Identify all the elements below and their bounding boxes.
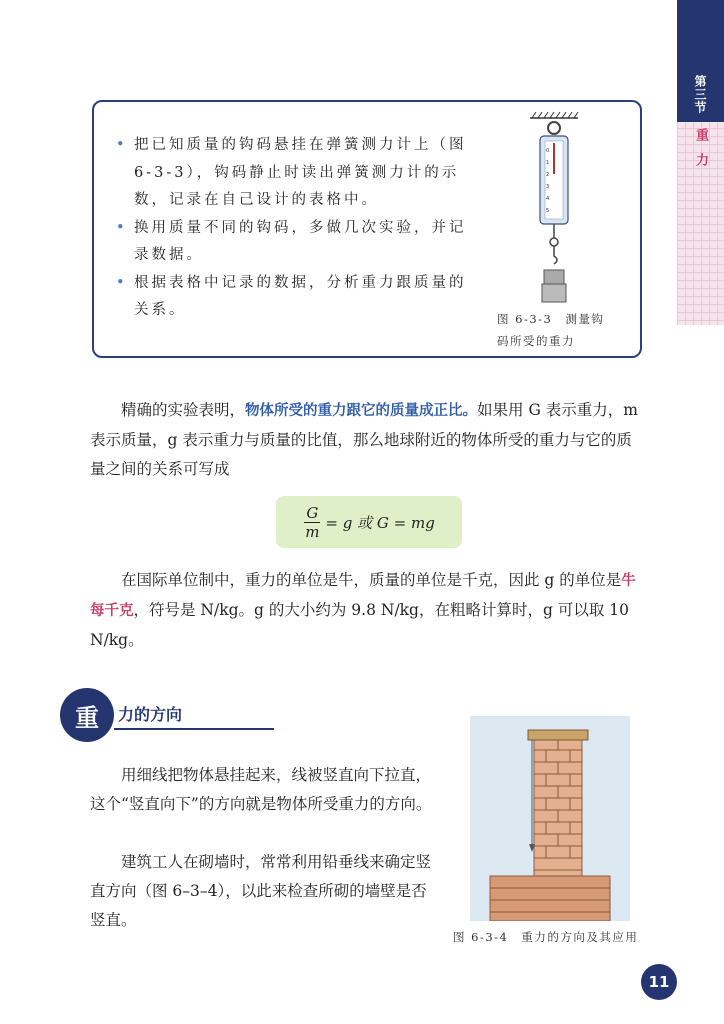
- activity-step: • 根据表格中记录的数据，分析重力跟质量的关系。: [116, 270, 476, 325]
- scale-tick-label: 0: [546, 148, 550, 154]
- scale-tick-label: 5: [546, 208, 550, 214]
- paragraph-proportional: [90, 396, 646, 484]
- fraction-denominator: m: [305, 522, 320, 541]
- heading-badge: 重: [60, 688, 114, 742]
- brick-wall-plumb-illustration: [470, 716, 630, 921]
- activity-step: • 换用质量不同的钩码，多做几次实验，并记录数据。: [116, 215, 476, 270]
- activity-step: • 把已知质量的钩码悬挂在弹簧测力计上（图6-3-3），钩码静止时读出弹簧测力计的示数，记录在自己设计的表格中。: [116, 132, 476, 215]
- fraction: [303, 504, 321, 541]
- text: 如果用 G 表示重力，m 表示质量，g 表示重力与质量的比值，那么地球附近的物体所受的重力与它的质量之间的关系可写成: [90, 401, 638, 478]
- figure-caption-line: 码所受的重力: [497, 334, 575, 348]
- section-label: [677, 0, 724, 122]
- section-heading: [60, 688, 220, 742]
- key-statement: 物体所受的重力跟它的质量成正比。: [245, 403, 478, 419]
- scale-tick-label: 4: [546, 196, 550, 202]
- text: ，符号是 N/kg。g 的大小约为 9.8 N/kg，在粗略计算时，g 可以取 10 N/kg。: [90, 601, 629, 649]
- paragraph-plumb-line: 建筑工人在砌墙时，常常利用铅垂线来确定竖直方向（图 6–3–4），以此来检查所砌的墙壁是否竖直。: [90, 853, 432, 929]
- activity-steps: [116, 132, 476, 325]
- chapter-side-tab: [677, 0, 724, 325]
- figure-caption-6-3-3: [497, 308, 604, 352]
- paragraph-units: [90, 566, 646, 655]
- heading-rule: [114, 728, 274, 730]
- paragraph-gravity-direction: 用细线把物体悬挂起来，线被竖直向下拉直，这个“竖直向下”的方向就是物体所受重力的方向。: [90, 766, 432, 813]
- spring-scale-illustration: [520, 110, 590, 310]
- figure-caption-line: 图 6-3-3 测量钩: [497, 312, 605, 326]
- formula-rest: = g 或 G = mg: [325, 513, 435, 532]
- scale-tick-label: 3: [546, 184, 550, 190]
- unit-highlight: 牛每千克: [90, 573, 636, 619]
- text: 在国际单位制中，重力的单位是牛，质量的单位是千克，因此 g 的单位是: [121, 571, 622, 589]
- page-number: 11: [641, 964, 677, 1000]
- text: 精确的实验表明，: [121, 401, 246, 419]
- scale-tick-label: 2: [546, 172, 550, 178]
- figure-caption-6-3-4: 图 6-3-4 重力的方向及其应用: [453, 930, 639, 944]
- scale-tick-label: 1: [546, 160, 550, 166]
- section-label-text: 第三节: [693, 75, 707, 114]
- heading-text: 力的方向: [118, 705, 183, 724]
- topic-label-text: 重力: [693, 128, 708, 178]
- fraction-numerator: G: [306, 503, 319, 522]
- formula-box: [276, 496, 462, 548]
- topic-label: [677, 128, 724, 182]
